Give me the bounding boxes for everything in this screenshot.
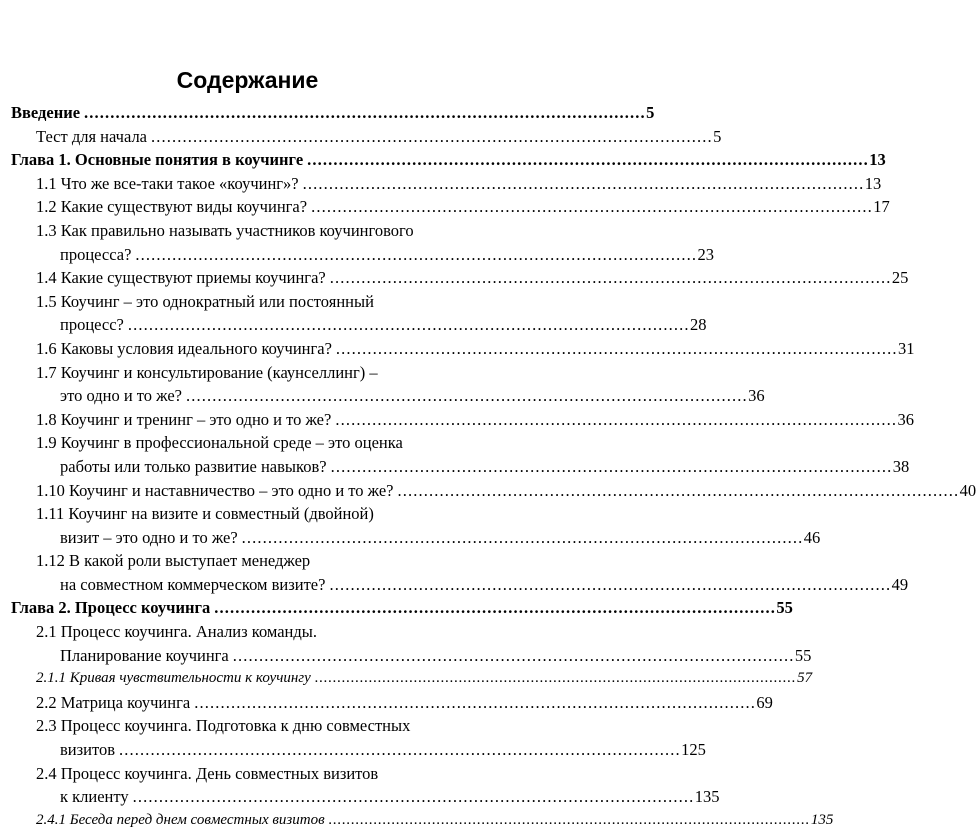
toc-list <box>11 101 976 832</box>
toc-entry <box>11 549 909 596</box>
toc-leader-dots <box>151 125 710 149</box>
toc-entry-line <box>11 573 909 597</box>
toc-page-number: 36 <box>897 409 914 429</box>
page-title: Содержание <box>176 67 319 93</box>
toc-entry-title: 2.3 Процесс коучинга. Подготовка к дню совместных <box>36 716 411 736</box>
toc-entry-line <box>11 644 812 668</box>
toc-entry-title: 1.1 Что же все-таки такое «коучинг»? <box>36 173 299 193</box>
toc-page-number: 40 <box>959 480 976 500</box>
toc-entry <box>11 667 813 691</box>
toc-leader-dots <box>303 172 862 196</box>
toc-entry-line <box>11 549 479 573</box>
toc-page-number: 57 <box>797 670 813 687</box>
toc-entry-title: 2.1 Процесс коучинга. Анализ команды. <box>36 622 317 642</box>
toc-page-number: 25 <box>891 268 909 288</box>
toc-entry <box>11 125 722 149</box>
toc-entry-line <box>11 667 813 691</box>
toc-page-number: 17 <box>873 197 890 217</box>
toc-leader-dots <box>335 408 894 432</box>
toc-entry-title: 1.12 В какой роли выступает менеджер <box>36 551 311 571</box>
toc-entry-title: Глава 1. Основные понятия в коучинге <box>11 150 304 170</box>
toc-entry <box>11 431 910 478</box>
toc-entry-title: 1.8 Коучинг и тренинг – это одно и то же? <box>36 409 332 429</box>
toc-entry-line <box>11 172 882 196</box>
toc-page-number: 13 <box>869 150 886 170</box>
toc-entry-title: 2.2 Матрица коучинга <box>36 692 191 712</box>
toc-page-number: 5 <box>713 126 722 146</box>
toc-entry-title: Введение <box>11 103 81 122</box>
toc-entry <box>11 172 882 196</box>
toc-entry-title: процесс? <box>60 315 124 335</box>
toc-leader-dots <box>331 455 890 479</box>
toc-entry-title: работы или только развитие навыков? <box>60 456 327 476</box>
toc-entry-line <box>11 408 914 432</box>
toc-page-number: 23 <box>697 244 715 264</box>
toc-entry-line <box>11 125 722 149</box>
toc-leader-dots <box>186 384 745 408</box>
toc-entry-title: на совместном коммерческом визите? <box>60 574 326 594</box>
toc-leader-dots <box>330 266 889 290</box>
toc-page-number: 36 <box>748 386 765 406</box>
toc-entry-line <box>11 479 976 503</box>
toc-leader-dots <box>214 596 773 620</box>
toc-entry-line <box>11 502 479 526</box>
toc-entry-title: 1.11 Коучинг на визите и совместный (двойной) <box>36 504 374 524</box>
toc-leader-dots <box>194 691 753 715</box>
toc-entry-title: 1.4 Какие существуют приемы коучинга? <box>36 268 326 288</box>
toc-entry-title: Тест для начала <box>36 126 148 146</box>
toc-entry <box>11 714 706 761</box>
toc-entry-title: процесса? <box>60 244 132 264</box>
toc-page-number: 135 <box>810 811 834 828</box>
toc-entry-title: Планирование коучинга <box>60 645 229 665</box>
toc-page-number: 38 <box>892 456 910 476</box>
toc-leader-dots <box>307 148 866 172</box>
toc-page-number: 28 <box>690 315 707 335</box>
toc-leader-dots <box>233 644 792 668</box>
toc-entry-line <box>11 195 890 219</box>
toc-entry-title: 1.9 Коучинг в профессиональной среде – это оценка <box>36 433 403 453</box>
toc-leader-dots <box>119 738 678 762</box>
toc-leader-dots <box>242 526 801 550</box>
toc-entry-line <box>11 762 479 786</box>
toc-entry <box>11 148 886 172</box>
toc-entry-line <box>11 431 479 455</box>
toc-page-number: 125 <box>681 740 706 760</box>
toc-entry <box>11 620 812 667</box>
toc-entry <box>11 266 909 290</box>
toc-entry-line <box>11 219 479 243</box>
toc-entry-title: визит – это одно и то же? <box>60 527 238 547</box>
toc-entry-line <box>11 384 765 408</box>
toc-leader-dots <box>398 479 957 503</box>
toc-entry-title: Глава 2. Процесс коучинга <box>11 598 211 618</box>
toc-leader-dots <box>336 337 895 361</box>
toc-entry-line <box>11 148 886 172</box>
toc-entry-title: 2.4.1 Беседа перед днем совместных визитов <box>36 811 325 828</box>
toc-entry <box>11 219 715 266</box>
toc-entry-line <box>11 738 706 762</box>
toc-leader-dots <box>311 195 870 219</box>
toc-page-number: 31 <box>898 338 915 358</box>
toc-entry-line <box>11 266 909 290</box>
toc-entry-line <box>11 313 707 337</box>
toc-entry-line <box>11 101 655 125</box>
toc-entry-line <box>11 785 720 809</box>
toc-entry-line <box>11 337 915 361</box>
toc-entry-title: к клиенту <box>60 787 129 807</box>
toc-page-number: 49 <box>891 574 909 594</box>
toc-entry-line <box>11 691 773 715</box>
toc-entry-title: 1.3 Как правильно называть участников коучингового <box>36 220 414 240</box>
toc-leader-dots <box>84 101 643 125</box>
toc-entry <box>11 361 765 408</box>
toc-entry <box>11 762 720 809</box>
toc-entry-line <box>11 455 910 479</box>
toc-entry-line <box>11 290 479 314</box>
toc-entry-title: 1.7 Коучинг и консультирование (каунселлинг) – <box>36 362 378 382</box>
toc-leader-dots <box>135 243 694 267</box>
toc-entry-title: 2.1.1 Кривая чувствительности к коучингу <box>36 670 311 687</box>
toc-entry <box>11 101 655 125</box>
toc-page-number: 69 <box>756 692 773 712</box>
toc-entry <box>11 809 834 832</box>
toc-entry <box>11 195 890 219</box>
toc-entry-title: 1.5 Коучинг – это однократный или постоянный <box>36 291 374 311</box>
toc-entry-line <box>11 596 793 620</box>
toc-page-number: 5 <box>646 103 655 122</box>
toc-entry-line <box>11 361 479 385</box>
toc-entry <box>11 479 976 503</box>
toc-page-number: 13 <box>864 173 882 193</box>
toc-leader-dots <box>329 809 808 832</box>
toc-leader-dots <box>128 313 687 337</box>
toc-page-number: 46 <box>803 527 821 547</box>
toc-entry-title: 1.10 Коучинг и наставничество – это одно и то же? <box>36 480 394 500</box>
toc-leader-dots <box>329 573 888 597</box>
toc-entry-title: это одно и то же? <box>60 386 182 406</box>
toc-entry-line <box>11 809 834 832</box>
toc-entry-line <box>11 714 479 738</box>
toc-page-number: 55 <box>794 645 812 665</box>
toc-entry-title: визитов <box>60 740 116 760</box>
toc-entry-line <box>11 620 479 644</box>
toc-entry <box>11 502 821 549</box>
toc-entry-title: 2.4 Процесс коучинга. День совместных визитов <box>36 763 379 783</box>
toc-page-number: 135 <box>694 787 720 807</box>
toc-leader-dots <box>133 785 692 809</box>
toc-entry-line <box>11 526 821 550</box>
toc-entry <box>11 337 915 361</box>
toc-entry <box>11 596 793 620</box>
toc-entry-title: 1.6 Каковы условия идеального коучинга? <box>36 338 332 358</box>
toc-entry <box>11 408 914 432</box>
toc-page-number: 55 <box>776 598 793 618</box>
toc-entry-title: 1.2 Какие существуют виды коучинга? <box>36 197 308 217</box>
toc-entry <box>11 691 773 715</box>
toc-leader-dots <box>315 667 794 691</box>
toc-entry <box>11 290 707 337</box>
toc-entry-line <box>11 243 715 267</box>
